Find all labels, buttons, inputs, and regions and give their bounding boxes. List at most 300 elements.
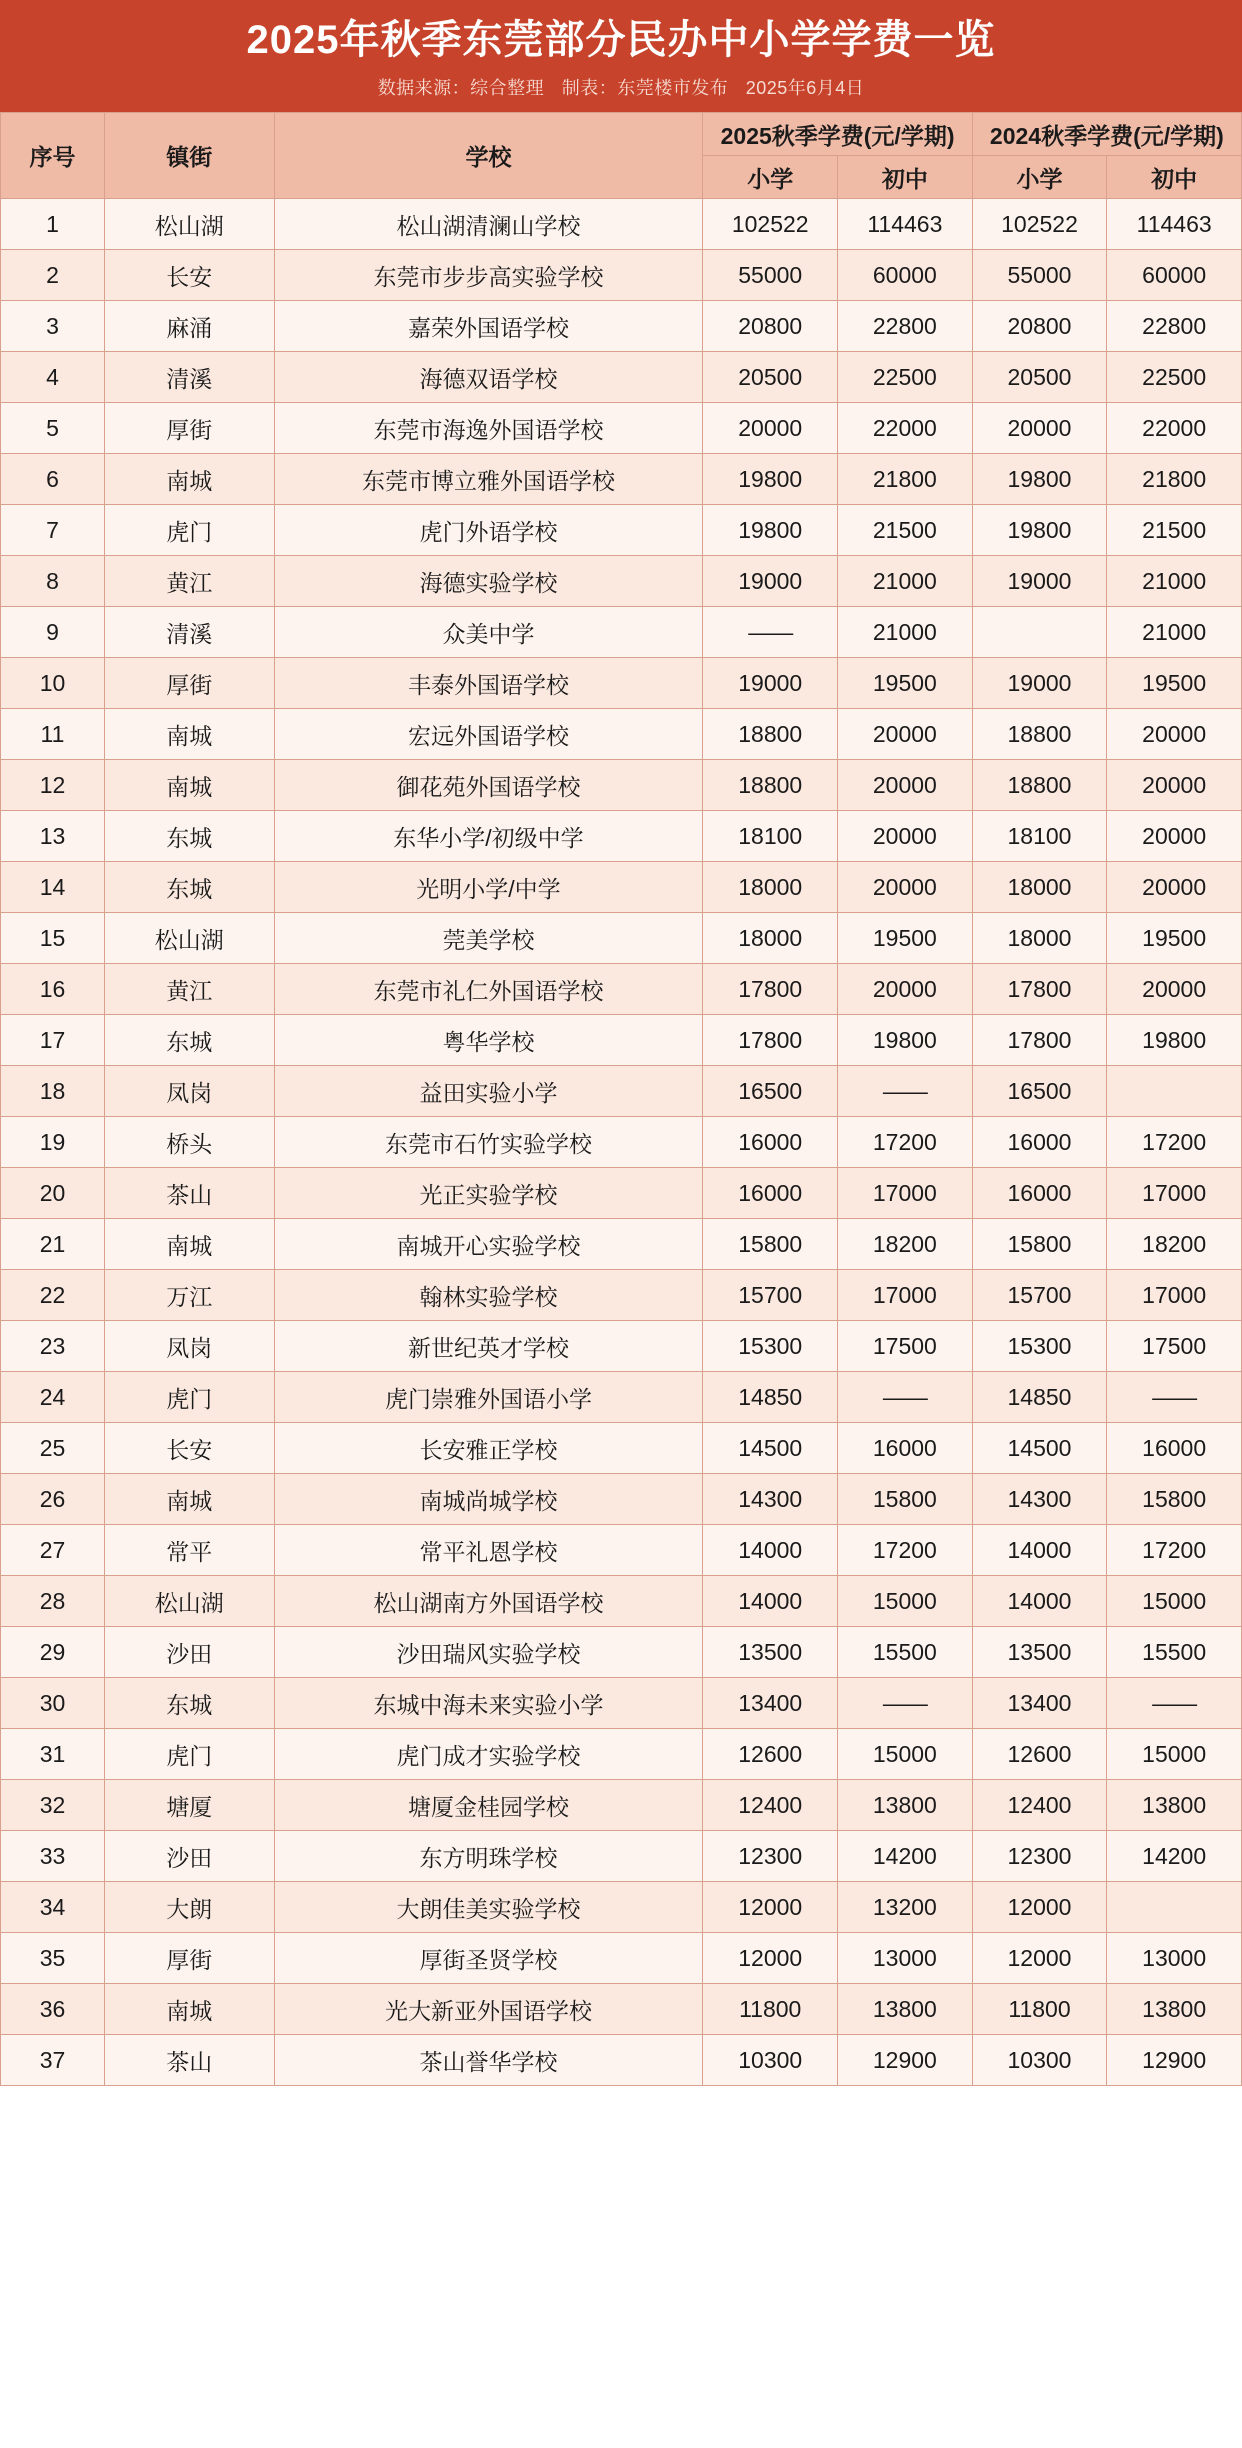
cell-2024-junior — [1107, 1066, 1242, 1117]
cell-2025-junior: 19800 — [838, 1015, 973, 1066]
cell-index: 5 — [1, 403, 105, 454]
cell-2024-primary: 13400 — [972, 1678, 1107, 1729]
cell-index: 15 — [1, 913, 105, 964]
cell-2024-primary: 18800 — [972, 760, 1107, 811]
cell-2024-junior: 21000 — [1107, 556, 1242, 607]
cell-index: 32 — [1, 1780, 105, 1831]
cell-index: 31 — [1, 1729, 105, 1780]
cell-school: 嘉荣外国语学校 — [274, 301, 703, 352]
cell-2025-junior: 17200 — [838, 1117, 973, 1168]
cell-town: 沙田 — [105, 1831, 275, 1882]
cell-town: 东城 — [105, 1015, 275, 1066]
cell-school: 宏远外国语学校 — [274, 709, 703, 760]
cell-2025-primary: —— — [703, 607, 838, 658]
cell-index: 1 — [1, 199, 105, 250]
cell-town: 南城 — [105, 709, 275, 760]
table-row — [1, 1117, 1242, 1168]
cell-town: 黄江 — [105, 556, 275, 607]
cell-2025-junior: 15000 — [838, 1576, 973, 1627]
cell-2024-primary: 14850 — [972, 1372, 1107, 1423]
cell-2024-primary: 19000 — [972, 658, 1107, 709]
cell-2025-junior: 21000 — [838, 607, 973, 658]
cell-2024-primary: 20800 — [972, 301, 1107, 352]
cell-school: 常平礼恩学校 — [274, 1525, 703, 1576]
table-row — [1, 1984, 1242, 2035]
table-row — [1, 2035, 1242, 2086]
cell-2024-junior: —— — [1107, 1678, 1242, 1729]
cell-index: 28 — [1, 1576, 105, 1627]
table-row — [1, 607, 1242, 658]
table-row — [1, 1474, 1242, 1525]
cell-town: 虎门 — [105, 505, 275, 556]
cell-index: 8 — [1, 556, 105, 607]
cell-2025-primary: 20800 — [703, 301, 838, 352]
table-row — [1, 811, 1242, 862]
cell-2024-junior: 18200 — [1107, 1219, 1242, 1270]
cell-school: 东莞市石竹实验学校 — [274, 1117, 703, 1168]
cell-2025-primary: 13500 — [703, 1627, 838, 1678]
table-row — [1, 1168, 1242, 1219]
cell-2024-primary: 14500 — [972, 1423, 1107, 1474]
cell-2025-primary: 10300 — [703, 2035, 838, 2086]
cell-index: 12 — [1, 760, 105, 811]
publish-date-label: 2025年6月4日 — [745, 78, 865, 98]
cell-2025-primary: 14000 — [703, 1525, 838, 1576]
cell-index: 27 — [1, 1525, 105, 1576]
cell-school: 长安雅正学校 — [274, 1423, 703, 1474]
header-school: 学校 — [274, 113, 703, 199]
cell-2025-junior: 21000 — [838, 556, 973, 607]
table-row — [1, 1270, 1242, 1321]
cell-2024-primary: 16500 — [972, 1066, 1107, 1117]
cell-town: 麻涌 — [105, 301, 275, 352]
cell-index: 25 — [1, 1423, 105, 1474]
cell-2024-primary: 20500 — [972, 352, 1107, 403]
cell-2024-junior — [1107, 1882, 1242, 1933]
cell-town: 南城 — [105, 1474, 275, 1525]
cell-2024-junior: 14200 — [1107, 1831, 1242, 1882]
header-banner — [0, 0, 1242, 112]
cell-2024-junior: 21800 — [1107, 454, 1242, 505]
cell-2025-primary: 15700 — [703, 1270, 838, 1321]
cell-2025-primary: 14500 — [703, 1423, 838, 1474]
cell-school: 御花苑外国语学校 — [274, 760, 703, 811]
cell-2025-primary: 17800 — [703, 964, 838, 1015]
cell-2025-junior: 21500 — [838, 505, 973, 556]
cell-2024-primary: 17800 — [972, 1015, 1107, 1066]
cell-2025-junior: 14200 — [838, 1831, 973, 1882]
cell-2025-junior: 22800 — [838, 301, 973, 352]
cell-index: 13 — [1, 811, 105, 862]
cell-2024-primary: 19800 — [972, 454, 1107, 505]
cell-index: 2 — [1, 250, 105, 301]
cell-2025-primary: 14000 — [703, 1576, 838, 1627]
cell-index: 30 — [1, 1678, 105, 1729]
table-row — [1, 301, 1242, 352]
cell-2025-primary: 13400 — [703, 1678, 838, 1729]
cell-2025-primary: 19800 — [703, 454, 838, 505]
cell-town: 东城 — [105, 811, 275, 862]
cell-index: 37 — [1, 2035, 105, 2086]
table-row — [1, 1219, 1242, 1270]
cell-index: 11 — [1, 709, 105, 760]
table-header-row-1 — [1, 113, 1242, 156]
cell-index: 21 — [1, 1219, 105, 1270]
header-group-2024: 2024秋季学费(元/学期) — [972, 113, 1241, 156]
cell-school: 沙田瑞风实验学校 — [274, 1627, 703, 1678]
table-row — [1, 862, 1242, 913]
cell-2025-primary: 16500 — [703, 1066, 838, 1117]
cell-2025-junior: 17000 — [838, 1270, 973, 1321]
cell-2025-junior: 12900 — [838, 2035, 973, 2086]
cell-town: 万江 — [105, 1270, 275, 1321]
table-row — [1, 352, 1242, 403]
cell-school: 新世纪英才学校 — [274, 1321, 703, 1372]
cell-town: 桥头 — [105, 1117, 275, 1168]
table-row — [1, 1372, 1242, 1423]
cell-2025-junior: 13200 — [838, 1882, 973, 1933]
cell-index: 6 — [1, 454, 105, 505]
cell-2024-junior: 20000 — [1107, 811, 1242, 862]
cell-index: 22 — [1, 1270, 105, 1321]
cell-2024-junior: 16000 — [1107, 1423, 1242, 1474]
table-row — [1, 556, 1242, 607]
cell-school: 粤华学校 — [274, 1015, 703, 1066]
cell-town: 沙田 — [105, 1627, 275, 1678]
cell-2024-primary: 15300 — [972, 1321, 1107, 1372]
cell-2024-junior: 17000 — [1107, 1168, 1242, 1219]
header-subtitle — [0, 74, 1242, 100]
cell-2025-junior: 20000 — [838, 964, 973, 1015]
table-row — [1, 1831, 1242, 1882]
table-row — [1, 454, 1242, 505]
cell-2024-primary: 55000 — [972, 250, 1107, 301]
cell-school: 南城尚城学校 — [274, 1474, 703, 1525]
page-title: 2025年秋季东莞部分民办中小学学费一览 — [246, 18, 996, 62]
cell-school: 光明小学/中学 — [274, 862, 703, 913]
cell-index: 33 — [1, 1831, 105, 1882]
cell-school: 南城开心实验学校 — [274, 1219, 703, 1270]
cell-2025-primary: 12600 — [703, 1729, 838, 1780]
cell-2024-primary: 19800 — [972, 505, 1107, 556]
cell-2025-junior: 19500 — [838, 658, 973, 709]
cell-index: 23 — [1, 1321, 105, 1372]
cell-2025-primary: 14850 — [703, 1372, 838, 1423]
cell-index: 16 — [1, 964, 105, 1015]
table-row — [1, 403, 1242, 454]
cell-index: 7 — [1, 505, 105, 556]
cell-town: 清溪 — [105, 352, 275, 403]
cell-2024-junior: 21500 — [1107, 505, 1242, 556]
cell-2025-primary: 14300 — [703, 1474, 838, 1525]
cell-2024-primary: 12000 — [972, 1933, 1107, 1984]
cell-2024-primary — [972, 607, 1107, 658]
table-head — [1, 113, 1242, 199]
cell-2025-junior: 19500 — [838, 913, 973, 964]
header-index: 序号 — [1, 113, 105, 199]
cell-2025-primary: 15800 — [703, 1219, 838, 1270]
cell-town: 常平 — [105, 1525, 275, 1576]
cell-school: 茶山誉华学校 — [274, 2035, 703, 2086]
cell-school: 光大新亚外国语学校 — [274, 1984, 703, 2035]
cell-index: 24 — [1, 1372, 105, 1423]
cell-town: 东城 — [105, 862, 275, 913]
table-row — [1, 760, 1242, 811]
cell-2024-junior: 19800 — [1107, 1015, 1242, 1066]
cell-town: 松山湖 — [105, 1576, 275, 1627]
cell-2025-primary: 18100 — [703, 811, 838, 862]
cell-school: 虎门崇雅外国语小学 — [274, 1372, 703, 1423]
cell-index: 34 — [1, 1882, 105, 1933]
cell-school: 东华小学/初级中学 — [274, 811, 703, 862]
cell-2025-primary: 16000 — [703, 1168, 838, 1219]
cell-2025-primary: 18000 — [703, 913, 838, 964]
cell-2025-junior: 17500 — [838, 1321, 973, 1372]
cell-school: 虎门成才实验学校 — [274, 1729, 703, 1780]
cell-2025-primary: 19800 — [703, 505, 838, 556]
cell-2024-junior: 17500 — [1107, 1321, 1242, 1372]
cell-2025-junior: 15000 — [838, 1729, 973, 1780]
cell-index: 29 — [1, 1627, 105, 1678]
cell-2025-primary: 17800 — [703, 1015, 838, 1066]
cell-school: 丰泰外国语学校 — [274, 658, 703, 709]
cell-town: 茶山 — [105, 1168, 275, 1219]
cell-index: 17 — [1, 1015, 105, 1066]
cell-2024-primary: 13500 — [972, 1627, 1107, 1678]
cell-2024-primary: 18800 — [972, 709, 1107, 760]
cell-2024-primary: 16000 — [972, 1168, 1107, 1219]
table-row — [1, 1576, 1242, 1627]
cell-2025-junior: —— — [838, 1372, 973, 1423]
cell-2024-primary: 12400 — [972, 1780, 1107, 1831]
cell-2024-primary: 14000 — [972, 1576, 1107, 1627]
cell-school: 光正实验学校 — [274, 1168, 703, 1219]
cell-2024-junior: 17200 — [1107, 1525, 1242, 1576]
cell-index: 18 — [1, 1066, 105, 1117]
cell-school: 松山湖清澜山学校 — [274, 199, 703, 250]
cell-town: 凤岗 — [105, 1066, 275, 1117]
cell-town: 大朗 — [105, 1882, 275, 1933]
cell-2024-primary: 14000 — [972, 1525, 1107, 1576]
cell-2024-primary: 12300 — [972, 1831, 1107, 1882]
cell-2025-junior: 22000 — [838, 403, 973, 454]
cell-town: 南城 — [105, 454, 275, 505]
table-row — [1, 1321, 1242, 1372]
cell-2025-junior: —— — [838, 1678, 973, 1729]
table-row — [1, 1678, 1242, 1729]
cell-2025-primary: 102522 — [703, 199, 838, 250]
cell-2025-primary: 12300 — [703, 1831, 838, 1882]
cell-index: 14 — [1, 862, 105, 913]
cell-school: 东莞市步步高实验学校 — [274, 250, 703, 301]
cell-school: 塘厦金桂园学校 — [274, 1780, 703, 1831]
cell-2025-primary: 12000 — [703, 1882, 838, 1933]
cell-2024-junior: 22500 — [1107, 352, 1242, 403]
cell-index: 20 — [1, 1168, 105, 1219]
cell-2024-primary: 20000 — [972, 403, 1107, 454]
tuition-table — [0, 112, 1242, 2086]
cell-2024-junior: 21000 — [1107, 607, 1242, 658]
cell-2025-junior: 60000 — [838, 250, 973, 301]
cell-town: 长安 — [105, 250, 275, 301]
table-row — [1, 1423, 1242, 1474]
cell-2024-primary: 15800 — [972, 1219, 1107, 1270]
cell-town: 松山湖 — [105, 913, 275, 964]
cell-index: 19 — [1, 1117, 105, 1168]
cell-2024-primary: 11800 — [972, 1984, 1107, 2035]
table-row — [1, 658, 1242, 709]
cell-2024-junior: 20000 — [1107, 964, 1242, 1015]
cell-school: 莞美学校 — [274, 913, 703, 964]
cell-school: 翰林实验学校 — [274, 1270, 703, 1321]
header-2024-junior: 初中 — [1107, 156, 1242, 199]
cell-school: 东方明珠学校 — [274, 1831, 703, 1882]
cell-school: 海德双语学校 — [274, 352, 703, 403]
table-row — [1, 709, 1242, 760]
cell-school: 东莞市海逸外国语学校 — [274, 403, 703, 454]
cell-town: 凤岗 — [105, 1321, 275, 1372]
cell-2025-junior: 20000 — [838, 811, 973, 862]
table-row — [1, 1525, 1242, 1576]
cell-index: 3 — [1, 301, 105, 352]
cell-2025-primary: 18800 — [703, 760, 838, 811]
cell-school: 益田实验小学 — [274, 1066, 703, 1117]
cell-2025-primary: 12400 — [703, 1780, 838, 1831]
header-2025-junior: 初中 — [838, 156, 973, 199]
cell-2025-junior: 16000 — [838, 1423, 973, 1474]
cell-town: 松山湖 — [105, 199, 275, 250]
data-source-label: 数据来源：综合整理 — [377, 78, 545, 98]
cell-2024-primary: 16000 — [972, 1117, 1107, 1168]
cell-2024-primary: 19000 — [972, 556, 1107, 607]
table-row — [1, 1066, 1242, 1117]
cell-2025-junior: 18200 — [838, 1219, 973, 1270]
cell-2024-junior: 13800 — [1107, 1780, 1242, 1831]
cell-town: 清溪 — [105, 607, 275, 658]
cell-2024-junior: 15500 — [1107, 1627, 1242, 1678]
table-row — [1, 505, 1242, 556]
cell-school: 众美中学 — [274, 607, 703, 658]
cell-2025-junior: 13800 — [838, 1780, 973, 1831]
cell-school: 虎门外语学校 — [274, 505, 703, 556]
cell-2024-junior: 20000 — [1107, 709, 1242, 760]
cell-school: 厚街圣贤学校 — [274, 1933, 703, 1984]
cell-2025-primary: 18000 — [703, 862, 838, 913]
cell-2024-junior: 19500 — [1107, 658, 1242, 709]
cell-town: 南城 — [105, 760, 275, 811]
cell-2025-junior: 15500 — [838, 1627, 973, 1678]
cell-2024-junior: 12900 — [1107, 2035, 1242, 2086]
cell-school: 东城中海未来实验小学 — [274, 1678, 703, 1729]
cell-2025-junior: 114463 — [838, 199, 973, 250]
cell-2024-primary: 17800 — [972, 964, 1107, 1015]
cell-school: 东莞市礼仁外国语学校 — [274, 964, 703, 1015]
cell-2025-primary: 19000 — [703, 556, 838, 607]
cell-2024-primary: 15700 — [972, 1270, 1107, 1321]
table-row — [1, 1627, 1242, 1678]
cell-2024-primary: 10300 — [972, 2035, 1107, 2086]
header-2025-primary: 小学 — [703, 156, 838, 199]
cell-2025-primary: 11800 — [703, 1984, 838, 2035]
cell-2024-primary: 18000 — [972, 862, 1107, 913]
cell-2024-junior: —— — [1107, 1372, 1242, 1423]
cell-2025-junior: 20000 — [838, 709, 973, 760]
cell-town: 厚街 — [105, 1933, 275, 1984]
cell-town: 南城 — [105, 1984, 275, 2035]
cell-town: 虎门 — [105, 1729, 275, 1780]
cell-2024-junior: 17200 — [1107, 1117, 1242, 1168]
cell-2025-junior: 20000 — [838, 862, 973, 913]
cell-2025-primary: 12000 — [703, 1933, 838, 1984]
header-2024-primary: 小学 — [972, 156, 1107, 199]
cell-2025-primary: 18800 — [703, 709, 838, 760]
cell-2024-junior: 17000 — [1107, 1270, 1242, 1321]
cell-2024-junior: 22800 — [1107, 301, 1242, 352]
cell-2024-junior: 15800 — [1107, 1474, 1242, 1525]
producer-label: 制表：东莞楼市发布 — [561, 78, 729, 98]
cell-2025-junior: 17200 — [838, 1525, 973, 1576]
cell-2024-junior: 60000 — [1107, 250, 1242, 301]
cell-2025-junior: 15800 — [838, 1474, 973, 1525]
cell-2025-junior: —— — [838, 1066, 973, 1117]
cell-2024-junior: 22000 — [1107, 403, 1242, 454]
header-town: 镇街 — [105, 113, 275, 199]
cell-2024-junior: 13800 — [1107, 1984, 1242, 2035]
cell-2025-primary: 55000 — [703, 250, 838, 301]
table-row — [1, 1933, 1242, 1984]
cell-2024-junior: 13000 — [1107, 1933, 1242, 1984]
table-row — [1, 1015, 1242, 1066]
table-row — [1, 964, 1242, 1015]
cell-2025-primary: 19000 — [703, 658, 838, 709]
cell-2025-primary: 16000 — [703, 1117, 838, 1168]
cell-index: 36 — [1, 1984, 105, 2035]
cell-town: 南城 — [105, 1219, 275, 1270]
cell-2024-primary: 12600 — [972, 1729, 1107, 1780]
table-row — [1, 250, 1242, 301]
cell-index: 35 — [1, 1933, 105, 1984]
cell-2024-primary: 18000 — [972, 913, 1107, 964]
table-row — [1, 913, 1242, 964]
cell-school: 海德实验学校 — [274, 556, 703, 607]
cell-index: 4 — [1, 352, 105, 403]
cell-2024-junior: 15000 — [1107, 1729, 1242, 1780]
table-row — [1, 199, 1242, 250]
cell-town: 黄江 — [105, 964, 275, 1015]
cell-town: 厚街 — [105, 403, 275, 454]
cell-2024-primary: 14300 — [972, 1474, 1107, 1525]
cell-town: 东城 — [105, 1678, 275, 1729]
cell-2024-junior: 19500 — [1107, 913, 1242, 964]
cell-2024-primary: 12000 — [972, 1882, 1107, 1933]
table-row — [1, 1882, 1242, 1933]
cell-2024-junior: 20000 — [1107, 760, 1242, 811]
cell-town: 虎门 — [105, 1372, 275, 1423]
cell-town: 茶山 — [105, 2035, 275, 2086]
cell-2025-primary: 20000 — [703, 403, 838, 454]
cell-2025-junior: 17000 — [838, 1168, 973, 1219]
table-body — [1, 199, 1242, 2086]
cell-2024-junior: 114463 — [1107, 199, 1242, 250]
cell-2024-primary: 18100 — [972, 811, 1107, 862]
cell-town: 长安 — [105, 1423, 275, 1474]
header-group-2025: 2025秋季学费(元/学期) — [703, 113, 972, 156]
cell-2024-junior: 15000 — [1107, 1576, 1242, 1627]
cell-2025-junior: 13800 — [838, 1984, 973, 2035]
cell-town: 厚街 — [105, 658, 275, 709]
cell-index: 9 — [1, 607, 105, 658]
cell-town: 塘厦 — [105, 1780, 275, 1831]
